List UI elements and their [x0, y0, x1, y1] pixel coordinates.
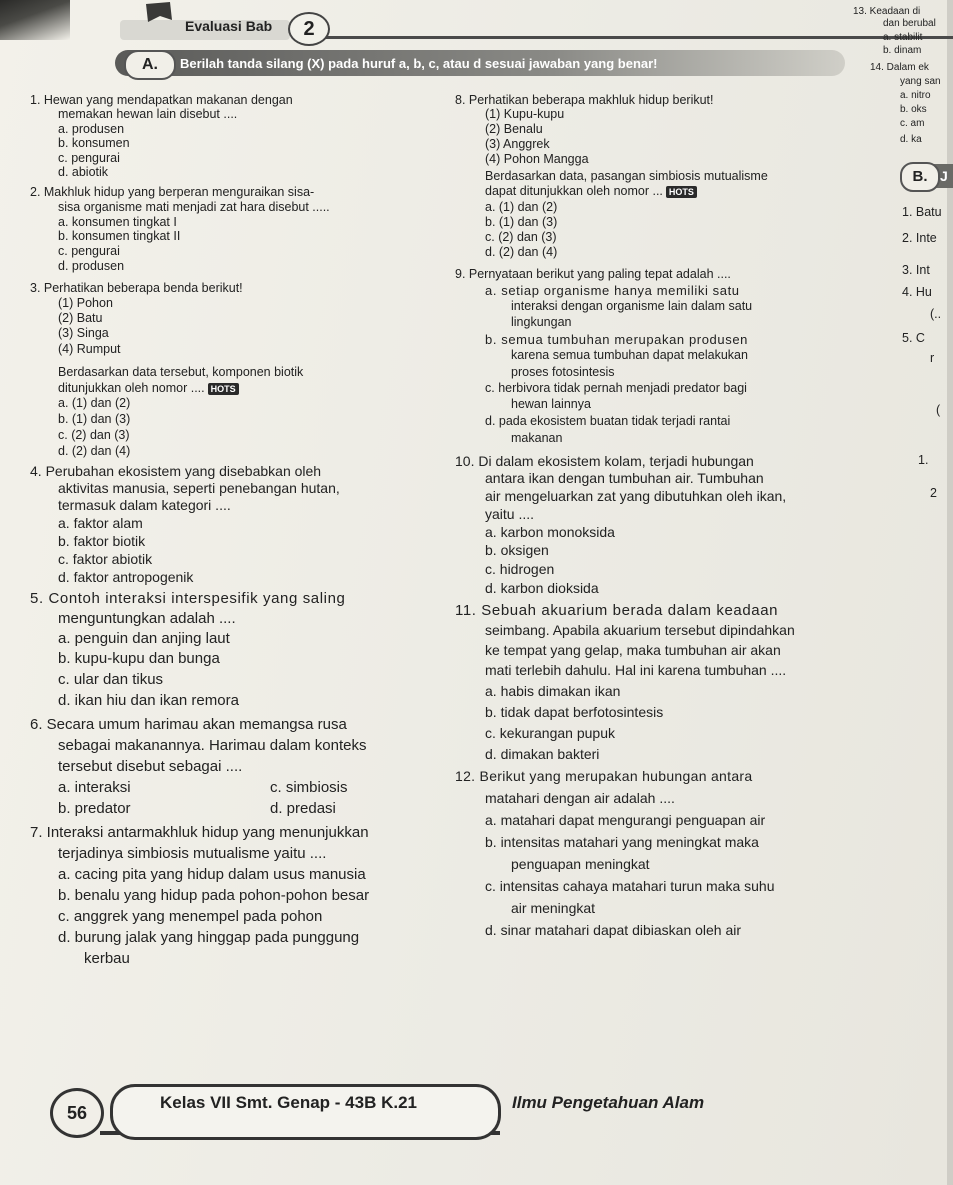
q14-option-a[interactable]: a. nitro	[900, 90, 931, 101]
q12-line2: matahari dengan air adalah ....	[485, 790, 675, 806]
q7-option-d[interactable]: d. burung jalak yang hinggap pada punggung	[58, 929, 360, 946]
q13-option-b[interactable]: b. dinam	[883, 45, 922, 56]
q3-option-c[interactable]: c. (2) dan (3)	[58, 428, 130, 442]
q5-option-d[interactable]: d. ikan hiu dan ikan remora	[58, 692, 239, 709]
q13-line2: dan berubal	[883, 18, 936, 29]
q8-line3: dapat ditunjukkan oleh nomor ... HOTS	[485, 183, 697, 200]
q11-option-d[interactable]: d. dimakan bakteri	[485, 746, 600, 762]
q10-option-a[interactable]: a. karbon monoksida	[485, 524, 615, 540]
essay-1: 1. Batu	[902, 205, 942, 219]
q12-option-d[interactable]: d. sinar matahari dapat dibiaskan oleh air	[485, 922, 742, 938]
chapter-number: 2	[288, 12, 330, 46]
q9-option-c-l2: hewan lainnya	[511, 397, 591, 411]
q2-option-d[interactable]: d. produsen	[58, 259, 125, 273]
q3-item-1: (1) Pohon	[58, 296, 113, 310]
q4-option-d[interactable]: d. faktor antropogenik	[58, 569, 194, 585]
q10-line1: 10. Di dalam ekosistem kolam, terjadi hubungan	[455, 453, 754, 469]
q11-option-c[interactable]: c. kekurangan pupuk	[485, 725, 615, 741]
q9-option-a-l3: lingkungan	[511, 315, 572, 329]
q5-option-c[interactable]: c. ular dan tikus	[58, 671, 164, 688]
q1-line1: 1. Hewan yang mendapatkan makanan dengan	[30, 93, 293, 107]
q1-option-a[interactable]: a. produsen	[58, 122, 125, 136]
q11-line1: 11. Sebuah akuarium berada dalam keadaan	[455, 602, 779, 619]
q3-line2: Berdasarkan data tersebut, komponen biotik	[58, 365, 304, 379]
q8-item-2: (2) Benalu	[485, 122, 543, 136]
q5-line2: menguntungkan adalah ....	[58, 610, 236, 627]
q1-option-d[interactable]: d. abiotik	[58, 165, 109, 179]
bookmark-icon	[140, 0, 180, 30]
q10-option-d[interactable]: d. karbon dioksida	[485, 580, 599, 596]
q8-item-1: (1) Kupu-kupu	[485, 107, 565, 121]
q5-option-b[interactable]: b. kupu-kupu dan bunga	[58, 650, 220, 667]
q13-option-a[interactable]: a. stabilit	[883, 32, 923, 43]
essay-5: 5. C	[902, 331, 925, 345]
q5-line1: 5. Contoh interaksi interspesifik yang saling	[30, 590, 346, 607]
q1-option-c[interactable]: c. pengurai	[58, 151, 120, 165]
q4-option-a[interactable]: a. faktor alam	[58, 515, 143, 531]
q6-option-a[interactable]: a. interaksi	[58, 779, 131, 796]
q9-option-d-l2: makanan	[511, 431, 563, 445]
table-num-1: 1.	[918, 453, 929, 467]
q8-item-3: (3) Anggrek	[485, 137, 550, 151]
footer-class: Kelas VII Smt. Genap - 43B K.21	[160, 1093, 417, 1112]
q1-option-b[interactable]: b. konsumen	[58, 136, 130, 150]
header-rule	[295, 36, 953, 39]
q12-option-a[interactable]: a. matahari dapat mengurangi penguapan air	[485, 812, 766, 828]
q4-option-b[interactable]: b. faktor biotik	[58, 533, 146, 549]
section-b-instruction: J	[940, 168, 948, 184]
q9-option-b-l2: karena semua tumbuhan dapat melakukan	[511, 348, 748, 362]
chapter-title: Evaluasi Bab	[185, 18, 273, 34]
q3-option-b[interactable]: b. (1) dan (3)	[58, 412, 131, 426]
q8-option-a[interactable]: a. (1) dan (2)	[485, 200, 558, 214]
q14-line2: yang san	[900, 76, 941, 87]
section-a-instruction: Berilah tanda silang (X) pada huruf a, b, c, atau d sesuai jawaban yang benar!	[180, 56, 658, 71]
q5-option-a[interactable]: a. penguin dan anjing laut	[58, 630, 230, 647]
q11-line3: ke tempat yang gelap, maka tumbuhan air akan	[485, 642, 781, 658]
q11-line4: mati terlebih dahulu. Hal ini karena tumbuhan ....	[485, 662, 787, 678]
q8-line2: Berdasarkan data, pasangan simbiosis mutualisme	[485, 169, 768, 183]
q4-line3: termasuk dalam kategori ....	[58, 497, 231, 513]
hots-badge: HOTS	[208, 383, 239, 395]
q10-line3: air mengeluarkan zat yang dibutuhkan oleh ikan,	[485, 488, 787, 504]
q7-line2: terjadinya simbiosis mutualisme yaitu ....	[58, 845, 327, 862]
q14-option-b[interactable]: b. oks	[900, 104, 927, 115]
q7-line1: 7. Interaksi antarmakhluk hidup yang menunjukkan	[30, 824, 369, 841]
q10-option-c[interactable]: c. hidrogen	[485, 561, 555, 577]
essay-paren: (	[936, 403, 941, 417]
q14-line1: 14. Dalam ek	[870, 62, 929, 73]
q7-option-a[interactable]: a. cacing pita yang hidup dalam usus manusia	[58, 866, 366, 883]
q7-option-c[interactable]: c. anggrek yang menempel pada pohon	[58, 908, 323, 925]
q9-option-b[interactable]: b. semua tumbuhan merupakan produsen	[485, 332, 748, 347]
q4-option-c[interactable]: c. faktor abiotik	[58, 551, 153, 567]
q13-line1: 13. Keadaan di	[853, 6, 921, 17]
q9-option-c[interactable]: c. herbivora tidak pernah menjadi predator bagi	[485, 381, 747, 395]
q7-option-b[interactable]: b. benalu yang hidup pada pohon-pohon besar	[58, 887, 370, 904]
q1-line2: memakan hewan lain disebut ....	[58, 107, 238, 121]
q2-line2: sisa organisme mati menjadi zat hara disebut .....	[58, 200, 330, 214]
essay-4-cont: (..	[930, 307, 942, 321]
q12-option-b-l2: penguapan meningkat	[511, 856, 650, 872]
section-a-letter: A.	[124, 50, 176, 80]
q6-option-d[interactable]: d. predasi	[270, 800, 336, 817]
q9-option-d[interactable]: d. pada ekosistem buatan tidak terjadi rantai	[485, 414, 731, 428]
q2-option-c[interactable]: c. pengurai	[58, 244, 120, 258]
q12-option-b[interactable]: b. intensitas matahari yang meningkat maka	[485, 834, 759, 850]
essay-4: 4. Hu	[902, 285, 932, 299]
q6-line1: 6. Secara umum harimau akan memangsa rusa	[30, 716, 347, 733]
essay-5-cont: r	[930, 351, 935, 365]
q6-option-c[interactable]: c. simbiosis	[270, 779, 348, 796]
q3-line3: ditunjukkan oleh nomor .... HOTS	[58, 380, 239, 397]
q12-line1: 12. Berikut yang merupakan hubungan antara	[455, 768, 753, 784]
q14-option-c[interactable]: c. am	[900, 118, 925, 129]
q4-line2: aktivitas manusia, seperti penebangan hutan,	[58, 480, 340, 496]
q9-option-a[interactable]: a. setiap organisme hanya memiliki satu	[485, 283, 740, 298]
q10-line2: antara ikan dengan tumbuhan air. Tumbuhan	[485, 470, 764, 486]
q7-option-d-cont: kerbau	[84, 950, 130, 967]
q8-item-4: (4) Pohon Mangga	[485, 152, 589, 166]
q4-line1: 4. Perubahan ekosistem yang disebabkan oleh	[30, 463, 322, 479]
q6-option-b[interactable]: b. predator	[58, 800, 131, 817]
q10-option-b[interactable]: b. oksigen	[485, 542, 549, 558]
q9-option-b-l3: proses fotosintesis	[511, 365, 615, 379]
q3-option-d[interactable]: d. (2) dan (4)	[58, 444, 131, 458]
q3-line1: 3. Perhatikan beberapa benda berikut!	[30, 281, 243, 295]
q14-option-d[interactable]: d. ka	[900, 134, 922, 145]
q3-item-4: (4) Rumput	[58, 342, 121, 356]
page-number: 56	[50, 1088, 104, 1138]
q2-option-b[interactable]: b. konsumen tingkat II	[58, 229, 181, 243]
q9-line1: 9. Pernyataan berikut yang paling tepat adalah ....	[455, 267, 731, 281]
page-shadow	[0, 0, 70, 40]
q3-option-a[interactable]: a. (1) dan (2)	[58, 396, 131, 410]
q12-option-c[interactable]: c. intensitas cahaya matahari turun maka suhu	[485, 878, 775, 894]
q11-option-b[interactable]: b. tidak dapat berfotosintesis	[485, 704, 664, 720]
q10-line4: yaitu ....	[485, 506, 535, 522]
section-b-letter: B.	[900, 162, 940, 192]
footer-subject: Ilmu Pengetahuan Alam	[512, 1093, 705, 1112]
q6-line2: sebagai makanannya. Harimau dalam konteks	[58, 737, 367, 754]
q3-item-3: (3) Singa	[58, 326, 109, 340]
q9-option-a-l2: interaksi dengan organisme lain dalam satu	[511, 299, 753, 313]
hots-badge: HOTS	[666, 186, 697, 198]
table-num-2: 2	[930, 486, 937, 500]
essay-3: 3. Int	[902, 263, 930, 277]
q3-item-2: (2) Batu	[58, 311, 103, 325]
q11-option-a[interactable]: a. habis dimakan ikan	[485, 683, 621, 699]
q8-option-d[interactable]: d. (2) dan (4)	[485, 245, 558, 259]
q8-line1: 8. Perhatikan beberapa makhluk hidup berikut!	[455, 93, 714, 107]
q2-line1: 2. Makhluk hidup yang berperan menguraikan sisa-	[30, 185, 315, 199]
q11-line2: seimbang. Apabila akuarium tersebut dipindahkan	[485, 622, 795, 638]
q12-option-c-l2: air meningkat	[511, 900, 596, 916]
q6-line3: tersebut disebut sebagai ....	[58, 758, 243, 775]
q2-option-a[interactable]: a. konsumen tingkat I	[58, 215, 177, 229]
q8-option-c[interactable]: c. (2) dan (3)	[485, 230, 557, 244]
q8-option-b[interactable]: b. (1) dan (3)	[485, 215, 558, 229]
essay-2: 2. Inte	[902, 231, 937, 245]
